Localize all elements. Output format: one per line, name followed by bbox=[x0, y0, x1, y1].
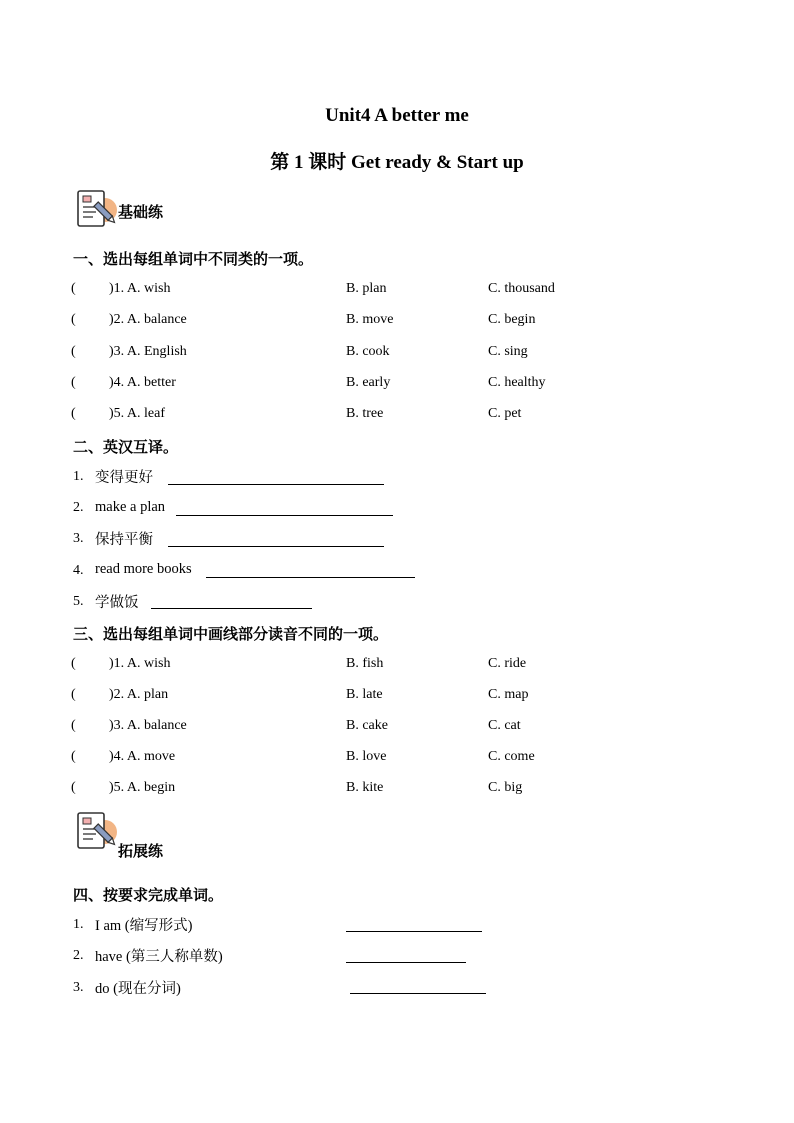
answer-blank[interactable] bbox=[346, 962, 466, 963]
item-number: 5. bbox=[73, 594, 84, 609]
item-number: 1. bbox=[73, 917, 84, 932]
answer-paren: ( bbox=[71, 281, 76, 296]
translate-prompt: 变得更好 bbox=[95, 470, 153, 486]
answer-blank[interactable] bbox=[350, 993, 486, 994]
option-c: C. pet bbox=[488, 406, 522, 421]
option-a: )4. A. better bbox=[109, 375, 176, 390]
option-b: B. kite bbox=[346, 780, 384, 795]
option-c: C. big bbox=[488, 780, 523, 795]
answer-blank[interactable] bbox=[151, 608, 312, 609]
item-number: 2. bbox=[73, 500, 84, 515]
option-a: )1. A. wish bbox=[109, 281, 171, 296]
translate-prompt: read more books bbox=[95, 561, 192, 577]
option-a: )3. A. English bbox=[109, 344, 187, 359]
extended-practice-label: 拓展练 bbox=[118, 844, 164, 860]
section4-heading: 四、按要求完成单词。 bbox=[73, 888, 224, 904]
worksheet-pencil-icon bbox=[74, 188, 118, 232]
option-a: )4. A. move bbox=[109, 749, 176, 764]
item-number: 2. bbox=[73, 948, 84, 963]
option-b: B. cook bbox=[346, 344, 390, 359]
page-subtitle: 第 1 课时 Get ready & Start up bbox=[270, 152, 524, 173]
item-number: 3. bbox=[73, 531, 84, 546]
answer-paren: ( bbox=[71, 406, 76, 421]
option-a: )2. A. plan bbox=[109, 687, 169, 702]
option-b: B. move bbox=[346, 312, 394, 327]
option-c: C. sing bbox=[488, 344, 528, 359]
option-b: B. cake bbox=[346, 718, 388, 733]
translate-prompt: 学做饭 bbox=[95, 595, 139, 611]
answer-paren: ( bbox=[71, 312, 76, 327]
basic-practice-label: 基础练 bbox=[118, 205, 164, 221]
option-c: C. come bbox=[488, 749, 535, 764]
answer-blank[interactable] bbox=[176, 515, 393, 516]
option-a: )5. A. leaf bbox=[109, 406, 165, 421]
section1-heading: 一、选出每组单词中不同类的一项。 bbox=[73, 252, 314, 268]
option-a: )3. A. balance bbox=[109, 718, 187, 733]
word-prompt: do (现在分词) bbox=[95, 981, 181, 997]
answer-paren: ( bbox=[71, 656, 76, 671]
option-b: B. love bbox=[346, 749, 387, 764]
option-b: B. tree bbox=[346, 406, 384, 421]
worksheet-pencil-icon bbox=[74, 810, 118, 854]
word-prompt: have (第三人称单数) bbox=[95, 949, 223, 965]
option-c: C. thousand bbox=[488, 281, 555, 296]
item-number: 1. bbox=[73, 469, 84, 484]
option-c: C. begin bbox=[488, 312, 536, 327]
option-c: C. map bbox=[488, 687, 529, 702]
item-number: 4. bbox=[73, 563, 84, 578]
translate-prompt: make a plan bbox=[95, 499, 166, 515]
option-b: B. plan bbox=[346, 281, 387, 296]
answer-paren: ( bbox=[71, 375, 76, 390]
answer-blank[interactable] bbox=[206, 577, 415, 578]
section3-heading: 三、选出每组单词中画线部分读音不同的一项。 bbox=[73, 627, 389, 643]
option-b: B. late bbox=[346, 687, 383, 702]
answer-paren: ( bbox=[71, 718, 76, 733]
option-a: )2. A. balance bbox=[109, 312, 187, 327]
option-c: C. ride bbox=[488, 656, 527, 671]
translate-prompt: 保持平衡 bbox=[95, 532, 153, 548]
answer-blank[interactable] bbox=[168, 546, 384, 547]
answer-blank[interactable] bbox=[168, 484, 384, 485]
answer-paren: ( bbox=[71, 344, 76, 359]
answer-paren: ( bbox=[71, 780, 76, 795]
answer-paren: ( bbox=[71, 687, 76, 702]
option-b: B. fish bbox=[346, 656, 384, 671]
option-c: C. healthy bbox=[488, 375, 546, 390]
answer-paren: ( bbox=[71, 749, 76, 764]
option-a: )5. A. begin bbox=[109, 780, 176, 795]
option-a: )1. A. wish bbox=[109, 656, 171, 671]
option-c: C. cat bbox=[488, 718, 521, 733]
word-prompt: I am (缩写形式) bbox=[95, 918, 193, 934]
page-title: Unit4 A better me bbox=[325, 105, 469, 126]
item-number: 3. bbox=[73, 980, 84, 995]
section2-heading: 二、英汉互译。 bbox=[73, 440, 179, 456]
answer-blank[interactable] bbox=[346, 931, 482, 932]
option-b: B. early bbox=[346, 375, 391, 390]
